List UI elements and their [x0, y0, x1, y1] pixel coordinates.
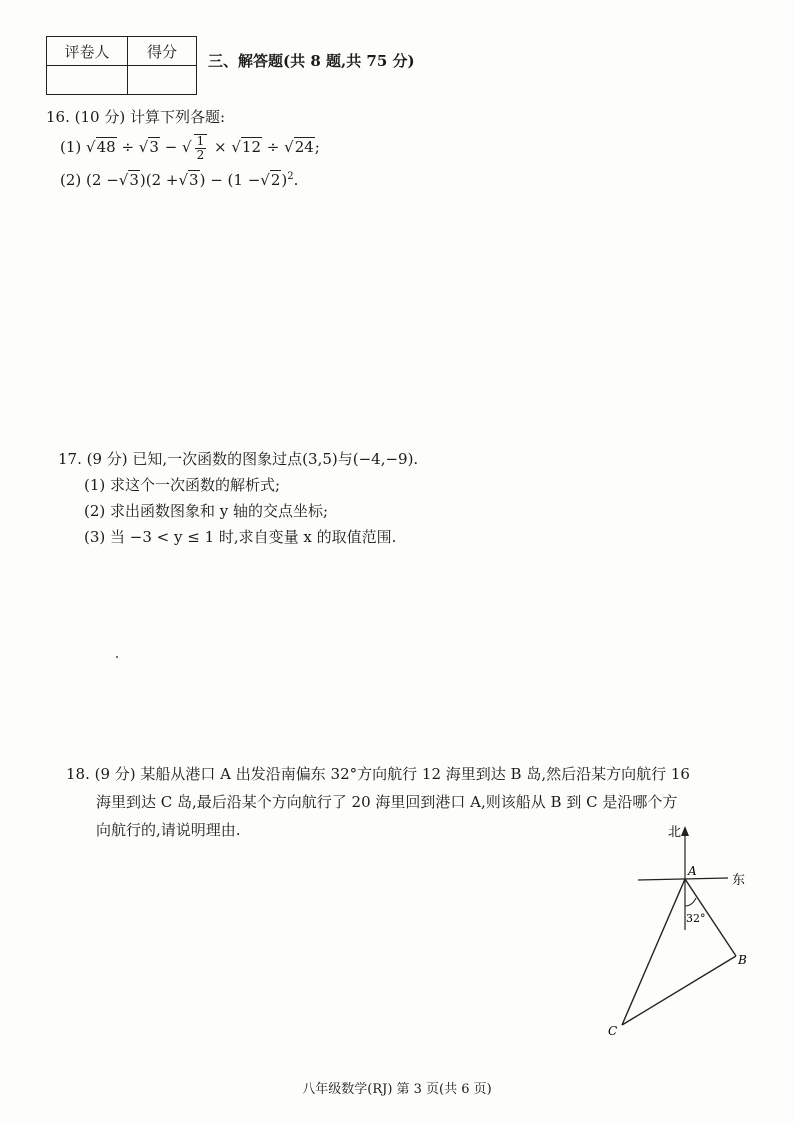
page-footer: 八年级数学(RJ) 第 3 页(共 6 页): [302, 1082, 492, 1097]
east-label: 东: [732, 873, 746, 888]
op-minus-1: −: [164, 138, 178, 156]
part-2-text-2: )(2 +: [139, 171, 179, 189]
question-18-line-3: 向航行的,请说明理由.: [96, 821, 241, 839]
fraction-numerator: 1: [196, 134, 205, 148]
question-16: [46, 104, 320, 193]
part-2-text-1: (2 −: [86, 171, 119, 189]
part-1-end: ;: [314, 138, 320, 156]
part-2-radicand-3: 2: [270, 171, 281, 189]
segment-ca: [622, 879, 685, 1025]
radicand-3: 3: [149, 138, 159, 156]
part-2-exponent: 2: [287, 171, 294, 182]
question-18-line-2: 海里到达 C 岛,最后沿某个方向航行了 20 海里回到港口 A,则该船从 B 到 C 是沿哪个方: [96, 793, 678, 811]
point-c-label: C: [608, 1024, 618, 1038]
north-arrowhead: [681, 826, 689, 836]
question-17-head: 17. (9 分) 已知,一次函数的图象过点(3,5)与(−4,−9).: [58, 450, 419, 468]
point-a-label: A: [688, 864, 697, 878]
score-label: 得分: [128, 37, 197, 66]
part-2-label: (2): [60, 171, 82, 189]
question-16-head: 16. (10 分) 计算下列各题:: [46, 108, 226, 126]
radical-fraction: [194, 134, 208, 162]
grader-label: 评卷人: [47, 37, 128, 66]
fraction-denominator: 2: [196, 148, 205, 162]
op-divide-2: ÷: [266, 138, 280, 156]
part-2-end: .: [293, 171, 299, 189]
question-18-line-1: 18. (9 分) 某船从港口 A 出发沿南偏东 32°方向航行 12 海里到达 B 岛,然后沿某方向航行 16: [66, 765, 690, 783]
question-17: [58, 446, 418, 550]
north-label: 北: [668, 825, 682, 840]
scan-speck: [116, 656, 118, 658]
navigation-diagram: [600, 820, 770, 1050]
question-16-part-2: (2) $(2 -√3)(2 +√3) - (1 -√2)^2$.: [60, 171, 299, 189]
question-17-item-1: (1) 求这个一次函数的解析式;: [84, 476, 281, 494]
score-cell: [128, 66, 197, 95]
segment-bc: [622, 956, 736, 1025]
op-times: ×: [214, 138, 227, 156]
radicand-24: 24: [294, 138, 314, 156]
part-2-radicand-1: 3: [129, 171, 139, 189]
part-1-label: (1): [60, 138, 82, 156]
part-2-radicand-2: 3: [189, 171, 199, 189]
grader-cell: [47, 66, 128, 95]
radicand-12: 12: [241, 138, 262, 156]
section-title: 三、解答题(共 8 题,共 75 分): [208, 52, 415, 70]
east-west-axis: [638, 878, 728, 880]
question-16-part-1: (1) √48 ÷ √3 − √ $\frac{1}{2}$ × √12 ÷ √24;: [60, 134, 320, 162]
angle-arc: [685, 898, 696, 906]
angle-label: 32°: [686, 912, 706, 925]
score-table: [46, 36, 197, 95]
part-2-text-3: ) − (1 −: [199, 171, 261, 189]
part-2-text-4: ): [281, 171, 288, 189]
radicand-48: 48: [96, 138, 116, 156]
question-17-item-3: (3) 当 −3 < y ≤ 1 时,求自变量 x 的取值范围.: [84, 528, 397, 546]
question-17-item-2: (2) 求出函数图象和 y 轴的交点坐标;: [84, 502, 329, 520]
op-divide-1: ÷: [121, 138, 135, 156]
point-b-label: B: [738, 953, 747, 967]
